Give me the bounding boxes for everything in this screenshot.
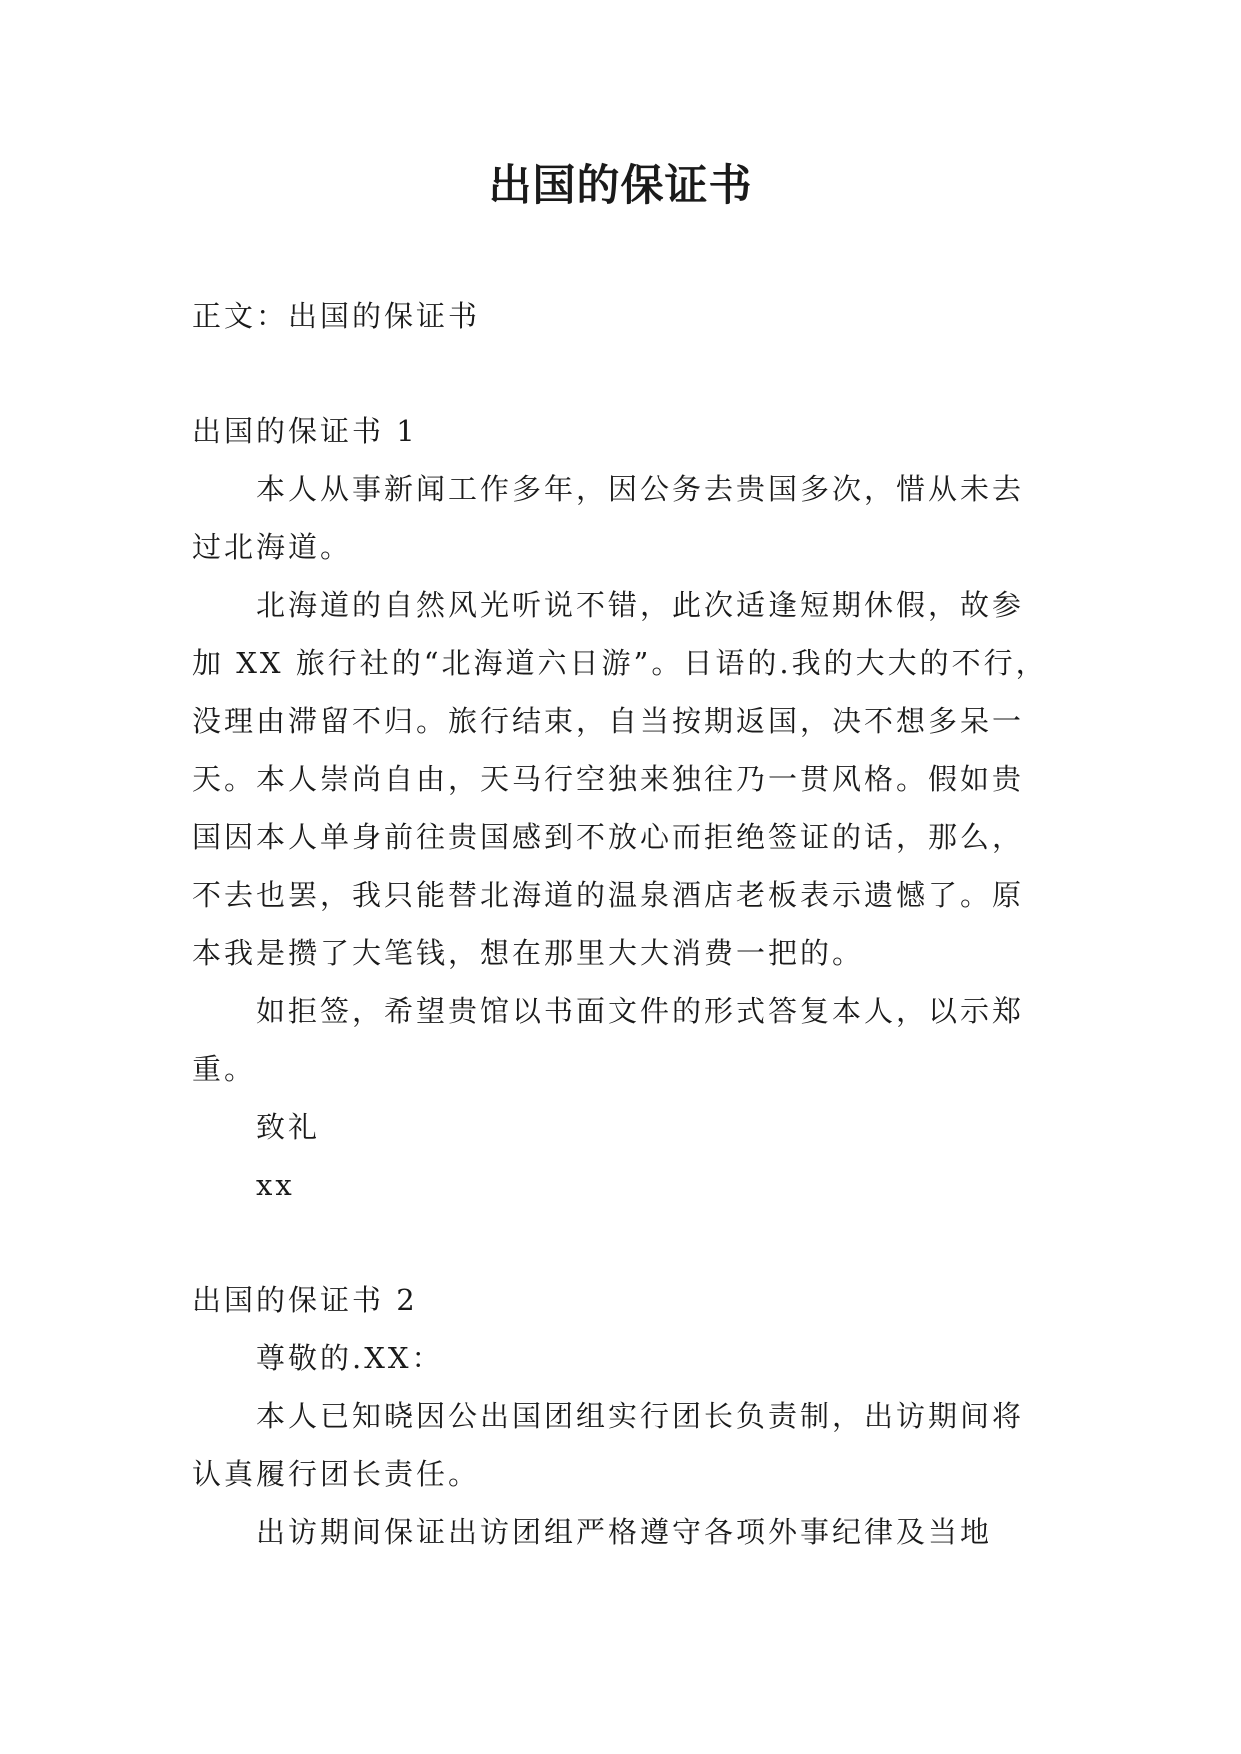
section1-p2-line: 北海道的自然风光听说不错，此次适逢短期休假，故参 — [256, 588, 1025, 622]
section1-p2-line: 本我是攒了大笔钱，想在那里大大消费一把的。 — [192, 936, 865, 970]
section1-p1-line: 过北海道。 — [192, 530, 353, 564]
section1-p1-line: 本人从事新闻工作多年，因公务去贵国多次，惜从未去 — [256, 472, 1025, 506]
section1-p2-line: 国因本人单身前往贵国感到不放心而拒绝签证的话，那么， — [192, 820, 1025, 854]
section1-p2-line: 没理由滞留不归。旅行结束，自当按期返国，决不想多呆一 — [192, 704, 1025, 738]
signature-text: xx — [256, 1168, 295, 1202]
section1-p3-line: 如拒签，希望贵馆以书面文件的形式答复本人，以示郑 — [256, 994, 1025, 1028]
section2-salutation: 尊敬的.XX： — [256, 1341, 444, 1375]
document-title: 出国的保证书 — [488, 161, 753, 211]
section1-p3-line: 重。 — [192, 1052, 257, 1086]
section1-p2-line: 不去也罢，我只能替北海道的温泉酒店老板表示遗憾了。原 — [192, 878, 1025, 912]
section2-p1-line: 认真履行团长责任。 — [192, 1457, 481, 1491]
intro-line: 正文：出国的保证书 — [192, 299, 481, 333]
section2-heading: 出国的保证书 2 — [192, 1283, 418, 1317]
section1-p2-line: 加 XX 旅行社的“北海道六日游”。日语的.我的大大的不行， — [192, 646, 1048, 680]
section1-p2-line: 天。本人崇尚自由，天马行空独来独往乃一贯风格。假如贵 — [192, 762, 1025, 796]
section1-heading: 出国的保证书 1 — [192, 414, 418, 448]
section2-p1-line: 本人已知晓因公出国团组实行团长负责制，出访期间将 — [256, 1399, 1025, 1433]
closing-text: 致礼 — [256, 1110, 321, 1144]
section2-p2-line: 出访期间保证出访团组严格遵守各项外事纪律及当地 — [256, 1515, 993, 1549]
